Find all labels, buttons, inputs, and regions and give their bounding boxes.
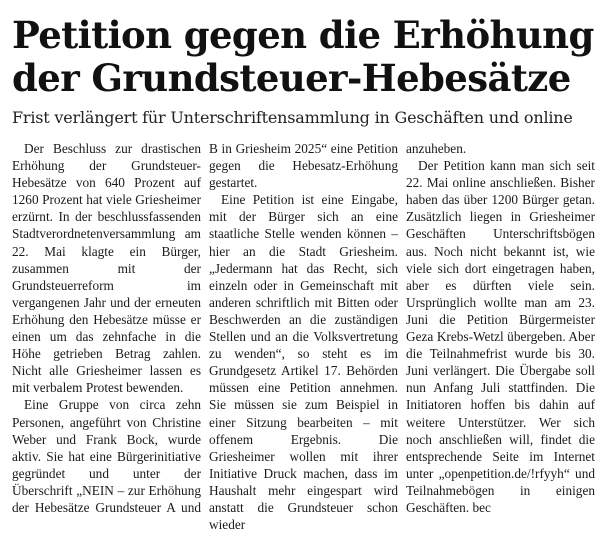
text-column-3 bbox=[406, 140, 595, 533]
paragraph: anzuheben. bbox=[406, 141, 467, 156]
headline-line-2: der Grundsteuer-Hebesätze bbox=[12, 56, 571, 100]
article-subheadline: Frist verlängert für Unterschriftensammlung in Geschäften und online bbox=[12, 108, 573, 127]
text-column-2 bbox=[209, 140, 398, 533]
headline-line-1: Petition gegen die Erhöhung bbox=[12, 13, 594, 57]
paragraph: Der Beschluss zur drastischen Erhöhung der Grundsteuer-Hebesätze von 640 Prozent auf 1260 Prozent hat viele Griesheimer erzürnt. In der beschlussfassenden Stadtverordnetenversammlung am 22. Mai klagte ein Bürger, zusammen mit der Grundsteuerreform im vergangenen Jahr und der erneuten Erhöhung den Hebesätze müsse er einen um das zehnfache in die Höhe getrieben Betrag zahlen. Nicht alle Griesheimer lassen es mit verbalem Protest bewenden. bbox=[12, 141, 201, 396]
paragraph: Der Petition kann man sich seit 22. Mai online anschließen. Bisher haben das über 1200 Bürger getan. Zusätzlich liegen in Griesheimer Geschäften Unterschriftsbögen aus. Noch nicht bekannt ist, wie viele sich dort eingetragen haben, aber es dürften viele sein. Ursprünglich wollte man am 23. Juni die Petition Bürgermeister Geza Krebs-Wetzl übergeben. Aber die Teilnahmefrist wurde bis 30. Juni verlängert. Die Übergabe soll nun Anfang Juli stattfinden. Die Initiatoren hoffen bis dahin auf weitere Unterstützer. Wer sich noch anschließen will, findet die entsprechende Seite im Internet unter „openpetition.de/!rfyyh“ und Teilnahmebögen in einigen Geschäften. bec bbox=[406, 158, 595, 515]
text-column-1 bbox=[12, 140, 201, 533]
paragraph: B in Griesheim 2025“ eine Petition gegen die Hebesatz-Erhöhung gestartet. bbox=[209, 141, 398, 191]
paragraph: Eine Petition ist eine Eingabe, mit der Bürger sich an eine staatliche Stelle wenden können – hier an die Stadt Griesheim. „Jedermann hat das Recht, sich einzeln oder in Gemeinschaft mit anderen schriftlich mit Bitten oder Beschwerden an die zuständigen Stellen und an die Volksvertretung zu wenden“, so steht es im Grundgesetz Artikel 17. Behörden müssen eine Petition annehmen. Sie müssen sie zum Beispiel in einer Sitzung bearbeiten – mit offenem Ergebnis. Die Griesheimer wollen mit ihrer Initiative Druck machen, dass im Haushalt mehr eingespart wird anstatt die Grundsteuer schon wieder bbox=[209, 192, 398, 533]
article-body bbox=[12, 140, 596, 533]
paragraph: Eine Gruppe von circa zehn Personen, angeführt von Christine Weber und Frank Bock, wurde aktiv. Sie hat eine Bürgerinitiative gegründet und unter der Überschrift „NEIN – zur Erhöhung der Hebesätze Grundsteuer A und bbox=[12, 397, 201, 515]
article-headline bbox=[12, 14, 596, 100]
